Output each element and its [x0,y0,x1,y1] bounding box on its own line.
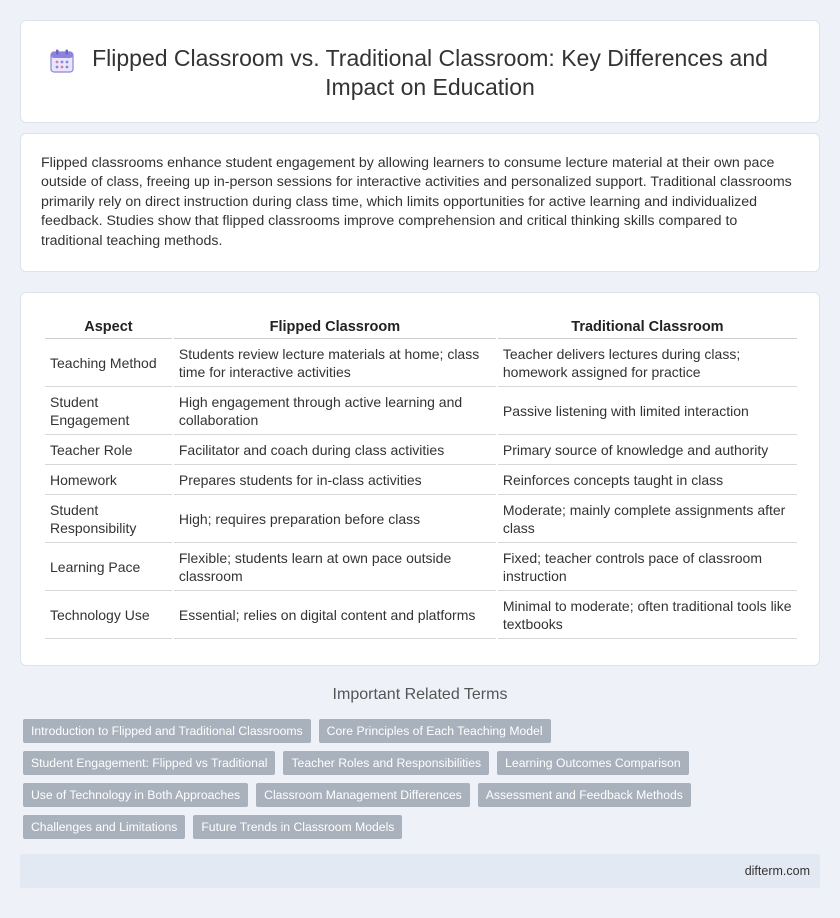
header-traditional: Traditional Classroom [498,316,797,339]
related-term-link[interactable]: Assessment and Feedback Methods [478,783,691,807]
traditional-cell: Reinforces concepts taught in class [498,465,797,495]
flipped-cell: Essential; relies on digital content and platforms [174,591,496,639]
comparison-table [43,316,799,639]
related-term-link[interactable]: Teacher Roles and Responsibilities [283,751,489,775]
footer-bar [20,854,820,888]
table-row [45,465,797,495]
table-row [45,591,797,639]
table-row [45,339,797,387]
footer-site-name: difterm.com [744,864,810,878]
intro-paragraph: Flipped classrooms enhance student engagement by allowing learners to consume lecture material at their own pace outside of class, freeing up in-person sessions for interactive activities and personalized support. Traditional classrooms primarily rely on direct instruction during class time, which limits opportunities for active learning and individualized feedback. Studies show that flipped classrooms improve comprehension and critical thinking skills compared to traditional teaching methods. [41,155,792,249]
header-aspect: Aspect [45,316,172,339]
traditional-cell: Passive listening with limited interaction [498,387,797,435]
aspect-cell: Homework [45,465,172,495]
flipped-cell: Students review lecture materials at home; class time for interactive activities [174,339,496,387]
related-term-link[interactable]: Student Engagement: Flipped vs Traditional [23,751,275,775]
related-terms-title: Important Related Terms [332,686,508,703]
table-row [45,387,797,435]
title-card [20,20,820,123]
aspect-cell: Learning Pace [45,543,172,591]
traditional-cell: Teacher delivers lectures during class; homework assigned for practice [498,339,797,387]
related-term-link[interactable]: Introduction to Flipped and Traditional Classrooms [23,719,311,743]
aspect-cell: Teaching Method [45,339,172,387]
flipped-cell: High engagement through active learning and collaboration [174,387,496,435]
traditional-cell: Primary source of knowledge and authority [498,435,797,465]
flipped-cell: High; requires preparation before class [174,495,496,543]
table-row [45,543,797,591]
aspect-cell: Technology Use [45,591,172,639]
related-term-link[interactable]: Use of Technology in Both Approaches [23,783,248,807]
intro-card [20,133,820,272]
related-term-link[interactable]: Classroom Management Differences [256,783,470,807]
related-term-link[interactable]: Core Principles of Each Teaching Model [319,719,551,743]
related-term-link[interactable]: Future Trends in Classroom Models [193,815,402,839]
related-terms-list [23,719,803,839]
comparison-card [20,292,820,666]
table-row [45,435,797,465]
page-title: Flipped Classroom vs. Traditional Classroom: Key Differences and Impact on Education [92,45,768,100]
aspect-cell: Student Engagement [45,387,172,435]
traditional-cell: Fixed; teacher controls pace of classroom instruction [498,543,797,591]
related-term-link[interactable]: Challenges and Limitations [23,815,185,839]
flipped-cell: Facilitator and coach during class activities [174,435,496,465]
header-flipped: Flipped Classroom [174,316,496,339]
related-term-link[interactable]: Learning Outcomes Comparison [497,751,688,775]
aspect-cell: Teacher Role [45,435,172,465]
traditional-cell: Moderate; mainly complete assignments after class [498,495,797,543]
table-row [45,495,797,543]
table-header-row [45,316,797,339]
aspect-cell: Student Responsibility [45,495,172,543]
flipped-cell: Prepares students for in-class activities [174,465,496,495]
flipped-cell: Flexible; students learn at own pace outside classroom [174,543,496,591]
traditional-cell: Minimal to moderate; often traditional tools like textbooks [498,591,797,639]
